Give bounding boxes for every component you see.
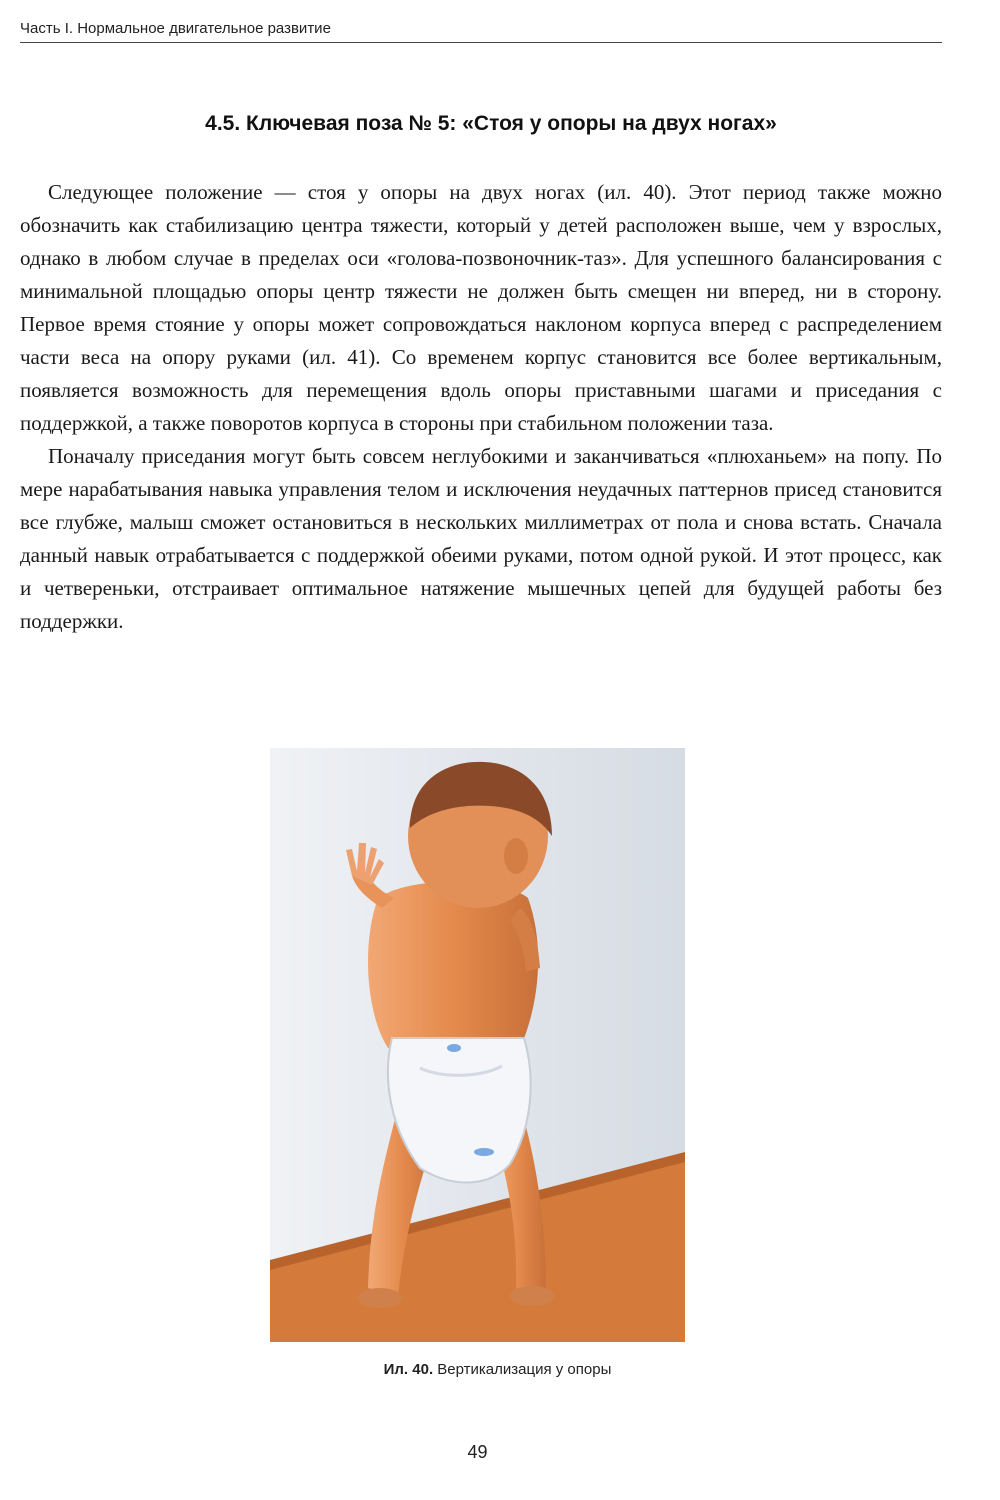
left-foot [358,1288,402,1308]
section-heading: 4.5. Ключевая поза № 5: «Стоя у опоры на двух ногах» [205,112,777,135]
baby-standing-illustration [270,748,685,1342]
figure-caption [20,1361,975,1378]
figure-photo [270,748,685,1342]
figure-caption-label: Ил. 40. [383,1361,434,1378]
running-header: Часть I. Нормальное двигательное развитие [20,20,331,37]
page-number: 49 [467,1442,488,1462]
torso [368,882,538,1049]
figure-caption-text: Вертикализация у опоры [437,1361,612,1378]
paragraph-1: Следующее положение — стоя у опоры на двух ногах (ил. 40). Этот период также можно обозначить как стабилизацию центра тяжести, который у детей расположен выше, чем у взрослых, однако в любом случае в пределах оси «голова-позвоночник-таз». Для успешного балансирования с минимальной площадью опоры центр тяжести не должен быть смещен ни вперед, ни в сторону. Первое время стояние у опоры может сопровождаться наклоном корпуса вперед с распределением части веса на опору руками (ил. 41). Со временем корпус становится все более вертикальным, появляется возможность для перемещения вдоль опоры приставными шагами и приседания с поддержкой, а также поворотов корпуса в стороны при стабильном положении таза. [20,180,942,435]
diaper-tab-mark [447,1044,461,1052]
body-text [20,176,942,638]
header-rule [20,42,942,43]
ear [504,838,528,874]
diaper-print-mark [474,1148,494,1156]
right-foot [510,1286,554,1306]
paragraph-2: Поначалу приседания могут быть совсем неглубокими и заканчиваться «плюханьем» на попу. По мере нарабатывания навыка управления телом и исключения неудачных паттернов присед становится все глубже, малыш сможет остановиться в нескольких миллиметрах от пола и снова встать. Сначала данный навык отрабатывается с поддержкой обеими руками, потом одной рукой. И этот процесс, как и четвереньки, отстраивает оптимальное натяжение мышечных цепей для будущей работы без поддержки. [20,444,942,633]
